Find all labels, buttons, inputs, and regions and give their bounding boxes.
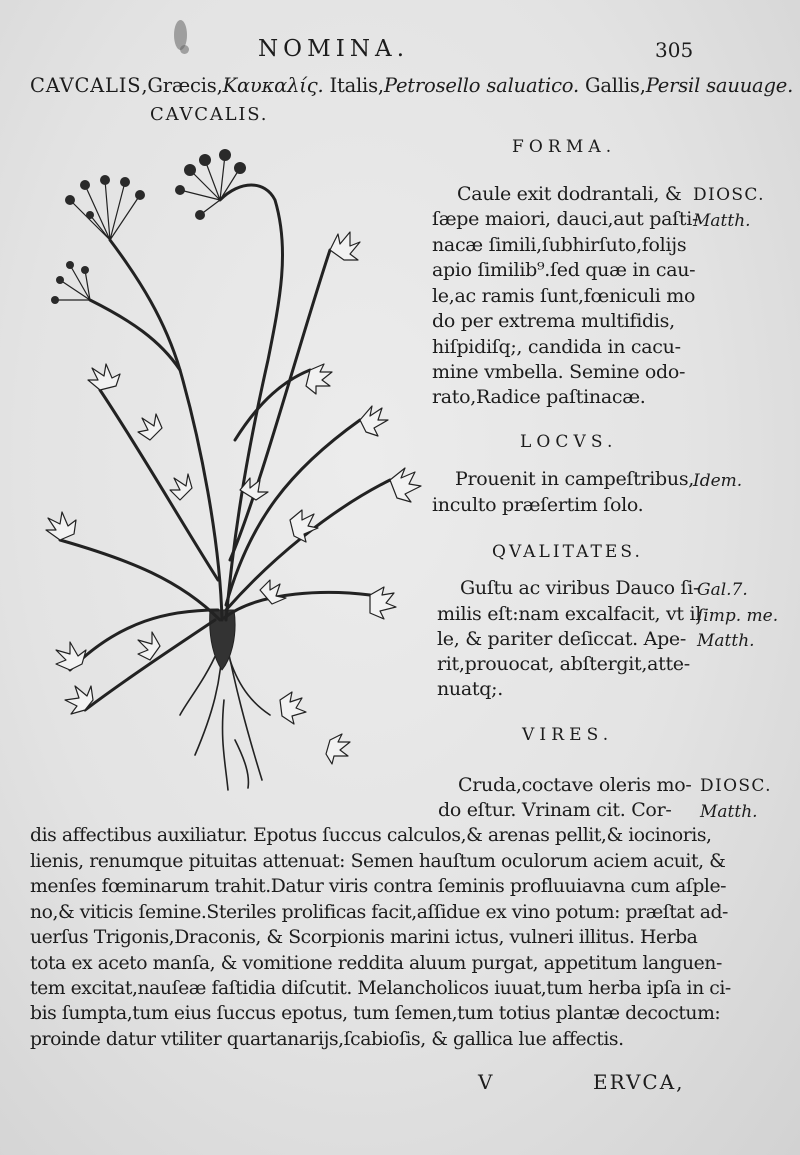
vires-text-line: uerſus Trigonis,Draconis, & Scorpionis marini ictus, vulneri illitus. Herba: [30, 927, 698, 948]
italian-name: Petrosello saluatico.: [383, 74, 579, 97]
vires-text-line: do eſtur. Vrinam cit. Cor-: [438, 799, 672, 821]
forma-text-line: apio ſimilib⁹.ſed quæ in cau-: [432, 259, 696, 281]
greek-name: Καυκαλίς.: [222, 74, 324, 97]
plant-leaves: [46, 232, 421, 764]
catchword: ERVCA,: [593, 1070, 685, 1094]
vires-text-line: no,& viticis ſemine.Steriles prolificas facit,aſſidue ex vino potum: præſtat ad-: [30, 902, 728, 923]
qualitates-text-line: nuatq;.: [437, 678, 503, 700]
vires-text-line: tem excitat,nauſeæ faſtidia diſcutit. Melancholicos iuuat,tum herba ipſa in ci-: [30, 978, 731, 999]
qualitates-text-line: le, & pariter deſiccat. Ape-: [437, 628, 686, 650]
vires-text-line: tota ex aceto manſa, & vomitione reddita aluum purgat, appetitum languen-: [30, 953, 722, 974]
vires-text-line: lienis, renumque pituitas attenuat: Semen hauſtum oculorum aciem acuit, &: [30, 851, 726, 872]
figure-caption: CAVCALIS.: [150, 104, 269, 125]
margin-note: DIOSC.: [693, 185, 765, 205]
margin-note: Matth.: [700, 802, 758, 822]
vires-text-line: Cruda,coctave oleris mo-: [458, 774, 692, 796]
forma-text-line: nacæ ſimili,ſubhirſuto,folijs: [432, 234, 687, 256]
forma-text-line: do per extrema multifidis,: [432, 310, 675, 332]
vires-text-line: bis ſumpta,tum eius ſuccus epotus, tum ſemen,tum totius plantæ decoctum:: [30, 1003, 721, 1024]
forma-text-line: hiſpidiſq;, candida in cacu-: [432, 336, 681, 358]
qualitates-text-line: Guſtu ac viribus Dauco ſi-: [460, 577, 700, 599]
margin-note: ſimp. me.: [697, 606, 779, 626]
section-heading-forma: FORMA.: [512, 137, 617, 157]
forma-text-line: ſæpe maiori, dauci,aut paſti-: [432, 208, 699, 230]
vires-text-line: proinde datur vtiliter quartanarijs,ſcabioſis, & gallica lue affectis.: [30, 1029, 624, 1050]
margin-note: Gal.7.: [697, 580, 748, 600]
section-heading-vires: VIRES.: [522, 725, 614, 745]
names-greek-label: ,Græcis,: [141, 74, 223, 97]
margin-note: Matth.: [697, 631, 755, 651]
running-head: NOMINA.: [258, 36, 410, 62]
ink-blot-mark: [180, 45, 189, 54]
vires-text-line: menſes fœminarum trahit.Datur viris contra ſeminis profluuiavna cum aſple-: [30, 876, 727, 897]
forma-text-line: Caule exit dodrantali, &: [457, 183, 682, 205]
french-name: Persil sauuage.: [645, 74, 794, 97]
locus-text-line: inculto præſertim ſolo.: [432, 494, 644, 516]
vires-text-line: dis affectibus auxiliatur. Epotus ſuccus calculos,& arenas pellit,& iocinoris,: [30, 825, 712, 846]
plant-name-lead: CAVCALIS: [30, 74, 142, 97]
signature-mark: V: [478, 1070, 493, 1094]
flower-clusters: [51, 149, 246, 304]
flower-umbels: [55, 155, 240, 300]
margin-note: Idem.: [693, 471, 743, 491]
woodcut-plant-illustration: [30, 140, 440, 800]
locus-text-line: Prouenit in campeſtribus,: [455, 468, 695, 490]
margin-note: DIOSC.: [700, 776, 772, 796]
plant-names-line: [30, 74, 793, 97]
section-heading-qualitates: QVALITATES.: [492, 542, 643, 562]
names-italian-label: Italis,: [323, 74, 384, 97]
qualitates-text-line: rit,prouocat, abſtergit,atte-: [437, 653, 690, 675]
forma-text-line: rato,Radice paſtinacæ.: [432, 386, 646, 408]
page-number: 305: [655, 38, 694, 62]
qualitates-text-line: milis eſt:nam excalfacit, vt il: [437, 603, 702, 625]
forma-text-line: mine vmbella. Semine odo-: [432, 361, 686, 383]
forma-text-line: le,ac ramis ſunt,fœniculi mo: [432, 285, 696, 307]
names-french-label: Gallis,: [579, 74, 646, 97]
section-heading-locus: LOCVS.: [520, 432, 618, 452]
margin-note: Matth.: [693, 211, 751, 231]
